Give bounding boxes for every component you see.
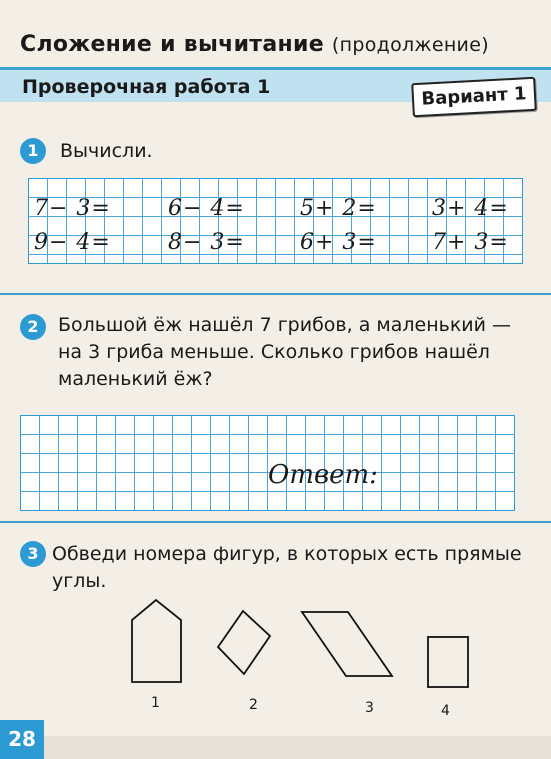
figure-1-pentagon [132,600,181,682]
expression: 8− 3= [168,230,245,255]
expression: 9− 4= [34,230,111,255]
expression: 7− 3= [34,196,111,221]
page-title [20,32,489,57]
bottom-band [44,736,551,759]
expression: 5+ 2= [300,196,377,221]
section-title: Проверочная работа 1 [22,76,271,98]
expression: 6+ 3= [300,230,377,255]
task-number-3: 3 [20,541,46,567]
task2-line: на 3 гриба меньше. Сколько грибов нашёл [58,341,490,363]
page-title-sub: (продолжение) [331,34,489,56]
task2-line: Большой ёж нашёл 7 грибов, а маленький — [58,314,512,336]
figure-label: 2 [249,697,258,713]
figure-4-rectangle [428,637,468,687]
figure-2-square [218,611,270,674]
task-number-1: 1 [20,138,46,164]
figure-label: 4 [441,703,450,719]
expression: 6− 4= [168,196,245,221]
expression: 3+ 4= [432,196,509,221]
task3-line: Обведи номера фигур, в которых есть прямые [52,543,522,565]
task3-line: углы. [52,570,107,592]
expression: 7+ 3= [432,230,509,255]
task1-instruction: Вычисли. [60,140,153,162]
variant-tag: Вариант 1 [411,77,537,117]
figures-drawing [0,590,551,700]
task2-line: маленький ёж? [58,368,213,390]
figure-label: 3 [365,700,374,716]
task-number-2: 2 [20,314,46,340]
page-number: 28 [0,720,44,759]
figure-label: 1 [151,695,160,711]
answer-label: Ответ: [268,460,378,490]
section-divider [0,293,551,295]
section-divider [0,521,551,523]
figure-3-parallelogram [302,612,392,676]
page-title-main: Сложение и вычитание [20,32,324,57]
